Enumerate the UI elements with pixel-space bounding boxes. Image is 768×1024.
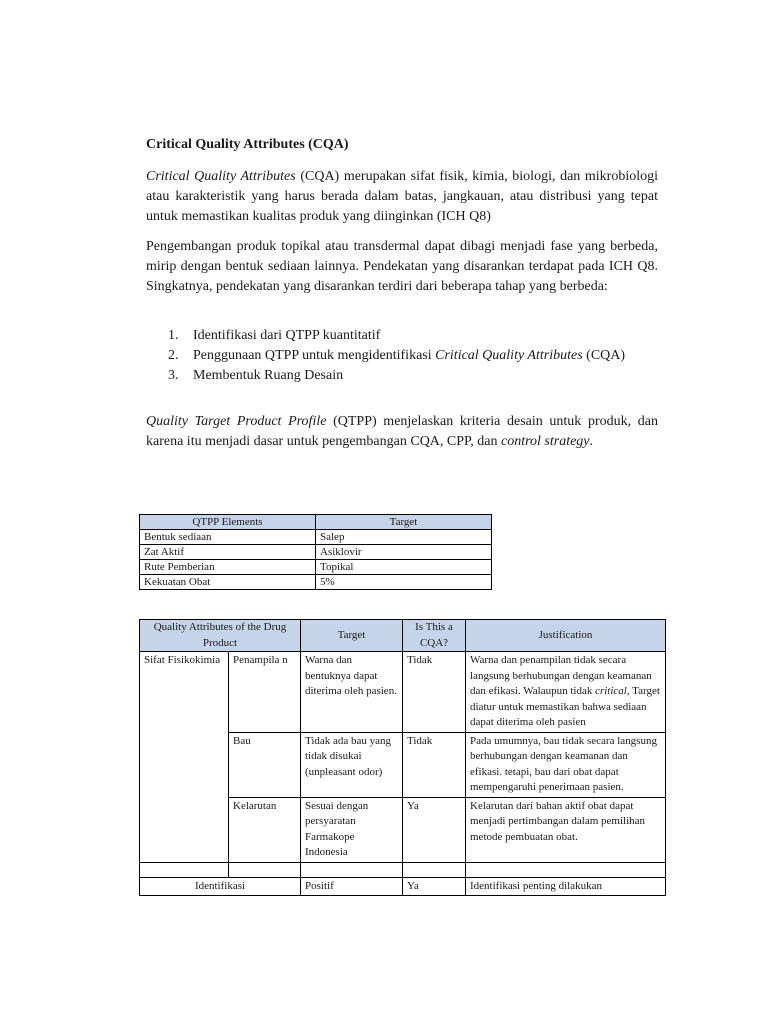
cqa-cell: Ya <box>403 877 466 896</box>
section-heading: Critical Quality Attributes (CQA) <box>146 137 349 152</box>
paragraph-text: . <box>589 434 594 449</box>
list-item <box>146 367 658 385</box>
column-header: QTPP Elements <box>140 515 316 530</box>
paragraph-cqa-definition <box>146 167 658 227</box>
italic-term: Quality Target Product Profile <box>146 414 327 429</box>
column-header: Justification <box>466 620 666 652</box>
table-cell <box>466 862 666 877</box>
numbered-list <box>146 327 658 385</box>
table-row <box>140 877 666 896</box>
table-row <box>140 652 666 733</box>
table-row <box>140 575 492 590</box>
justification-cell: Kelarutan dari bahan aktif obat dapat menjadi pertimbangan dalam pemilihan metode pembuatan obat. <box>466 797 666 862</box>
table-row <box>140 530 492 545</box>
attribute-cell: Kelarutan <box>229 797 301 862</box>
list-number: 1. <box>168 328 179 343</box>
column-header: Target <box>316 515 492 530</box>
column-header: Quality Attributes of the Drug Product <box>140 620 301 652</box>
list-number: 2. <box>168 348 179 363</box>
list-text-part: Penggunaan QTPP untuk mengidentifikasi <box>193 348 436 363</box>
table-row <box>140 545 492 560</box>
italic-term: critical <box>595 685 627 697</box>
justification-text: Warna dan penampilan tidak secara langsung berhubungan dengan keamanan dan efikasi. Walaupun tidak <box>470 654 652 697</box>
list-number: 3. <box>168 368 179 383</box>
cqa-cell: Tidak <box>403 732 466 797</box>
table-header-row <box>140 620 666 652</box>
empty-row <box>140 862 666 877</box>
table-cell <box>301 862 403 877</box>
italic-term: control strategy <box>500 434 590 449</box>
column-header: Is This a CQA? <box>403 620 466 652</box>
list-text-part: (CQA) <box>582 348 626 363</box>
cqa-table <box>139 619 666 896</box>
table-cell: Salep <box>316 530 492 545</box>
justification-text: , Target diatur untuk memastikan bahwa sediaan dapat diterima oleh pasien <box>470 685 660 728</box>
attribute-cell: Penampila n <box>229 652 301 733</box>
table-header-row <box>140 515 492 530</box>
table-cell: Zat Aktif <box>140 545 316 560</box>
italic-term: Critical Quality Attributes <box>146 169 296 184</box>
paragraph-development: Pengembangan produk topikal atau transdermal dapat dibagi menjadi fase yang berbeda, mirip dengan bentuk sediaan lainnya. Pendekatan yang disarankan terdapat pada ICH Q8. Singkatnya, pendekatan yang disarankan terdiri dari beberapa tahap yang berbeda: <box>146 239 658 294</box>
target-cell: Tidak ada bau yang tidak disukai (unpleasant odor) <box>301 732 403 797</box>
justification-cell <box>466 652 666 733</box>
cqa-cell: Tidak <box>403 652 466 733</box>
target-cell: Positif <box>301 877 403 896</box>
list-text <box>193 347 658 365</box>
table-row <box>140 560 492 575</box>
list-item <box>146 347 658 365</box>
cqa-cell: Ya <box>403 797 466 862</box>
qtpp-table <box>139 514 492 590</box>
table-cell <box>140 862 229 877</box>
column-header: Target <box>301 620 403 652</box>
table-cell: Rute Pemberian <box>140 560 316 575</box>
table-cell: Topikal <box>316 560 492 575</box>
list-text: Identifikasi dari QTPP kuantitatif <box>193 328 381 343</box>
attribute-cell: Identifikasi <box>140 877 301 896</box>
paragraph-text: (CQA) merupakan sifat fisik, kimia, biologi, dan mikrobiologi atau karakteristik yang harus berada dalam batas, jangkauan, atau distribusi yang tepat untuk memastikan kualitas produk yang diinginkan (ICH Q8) <box>146 169 658 224</box>
paragraph-qtpp <box>146 412 658 452</box>
target-cell: Warna dan bentuknya dapat diterima oleh pasien. <box>301 652 403 733</box>
table-cell: Asiklovir <box>316 545 492 560</box>
table-cell: 5% <box>316 575 492 590</box>
justification-cell: Identifikasi penting dilakukan <box>466 877 666 896</box>
table-cell: Kekuatan Obat <box>140 575 316 590</box>
justification-cell: Pada umumnya, bau tidak secara langsung berhubungan dengan keamanan dan efikasi. tetapi, bau dari obat dapat mempengaruhi penerimaan pasien. <box>466 732 666 797</box>
table-cell: Bentuk sediaan <box>140 530 316 545</box>
table-cell <box>403 862 466 877</box>
list-item <box>146 327 658 345</box>
table-cell <box>229 862 301 877</box>
italic-term: Critical Quality Attributes <box>435 348 583 363</box>
group-cell: Sifat Fisikokimia <box>140 652 229 863</box>
paragraph-text: (QTPP) menjelaskan kriteria desain untuk produk, dan karena itu menjadi dasar untuk pengembangan CQA, CPP, dan <box>146 414 658 449</box>
target-cell: Sesuai dengan persyaratan Farmakope Indonesia <box>301 797 403 862</box>
attribute-cell: Bau <box>229 732 301 797</box>
list-text: Membentuk Ruang Desain <box>193 368 344 383</box>
